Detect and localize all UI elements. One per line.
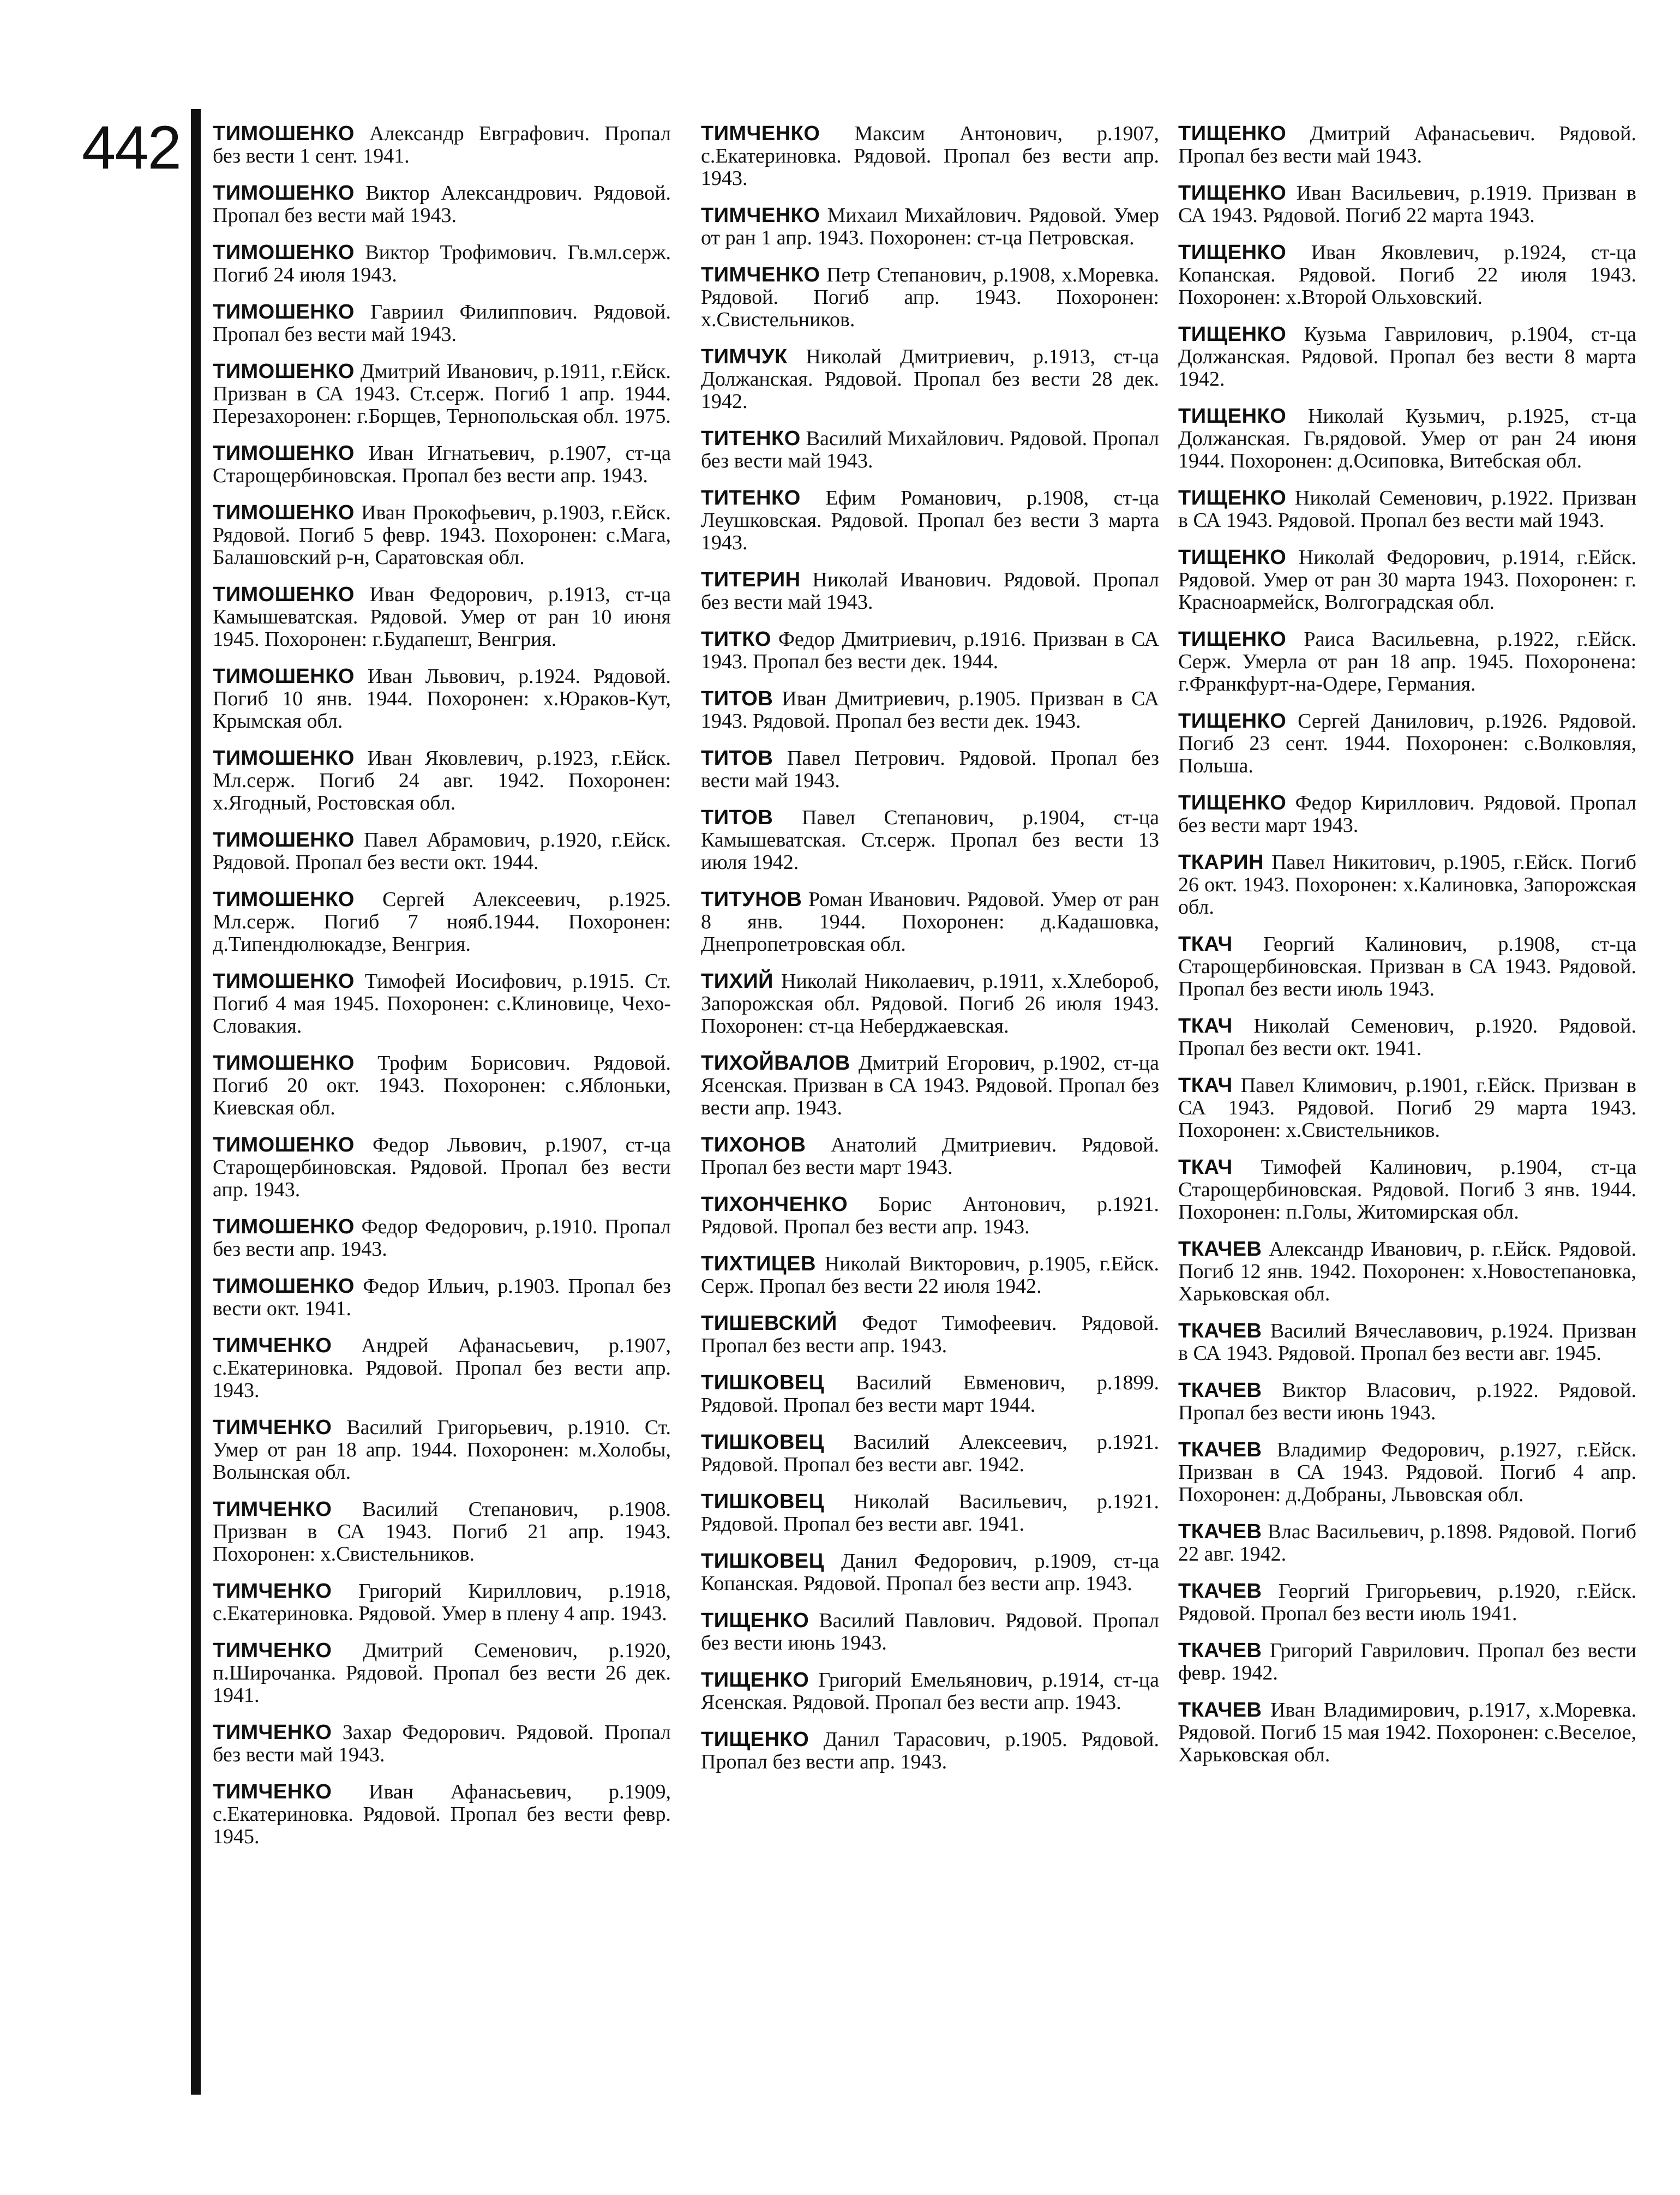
entry-surname: ТИЩЕНКО [1178, 487, 1287, 509]
list-item [1178, 792, 1636, 837]
entry-details: Василий Евменович, р.1899. Рядовой. Пропал без вести март 1944. [701, 1371, 1159, 1417]
column-3 [1178, 123, 1636, 1781]
entry-details: Данил Федорович, р.1909, ст-ца Копанская. Рядовой. Пропал без вести апр. 1943. [701, 1550, 1159, 1595]
list-item [1178, 933, 1636, 1000]
entry-surname: ТИШЕВСКИЙ [701, 1312, 837, 1335]
entry-details: Иван Васильевич, р.1919. Призван в СА 1943. Рядовой. Погиб 22 марта 1943. [1178, 182, 1636, 227]
entry-surname: ТКАЧ [1178, 1015, 1233, 1037]
entry-details: Дмитрий Егорович, р.1902, ст-ца Ясенская. Призван в СА 1943. Рядовой. Пропал без вести апр. 1943. [701, 1052, 1159, 1119]
list-item [213, 502, 671, 569]
list-item [701, 1610, 1159, 1654]
entry-details: Виктор Александрович. Рядовой. Пропал без вести май 1943. [213, 182, 671, 227]
entry-details: Захар Федорович. Рядовой. Пропал без вести май 1943. [213, 1721, 671, 1766]
entry-surname: ТИЩЕНКО [1178, 122, 1287, 145]
entry-surname: ТИЩЕНКО [701, 1609, 809, 1632]
entry-surname: ТИМОШЕНКО [213, 442, 355, 465]
entry-surname: ТКАРИН [1178, 851, 1264, 874]
entry-details: Иван Игнатьевич, р.1907, ст-ца Старощербиновская. Пропал без вести апр. 1943. [213, 442, 671, 487]
entry-surname: ТИТКО [701, 628, 771, 651]
list-item [701, 889, 1159, 956]
entry-surname: ТКАЧЕВ [1178, 1580, 1262, 1603]
list-item [213, 1052, 671, 1119]
list-item [213, 1640, 671, 1707]
list-item [1178, 182, 1636, 227]
list-item [213, 1335, 671, 1402]
entry-surname: ТИТЕНКО [701, 487, 801, 509]
entry-surname: ТИШКОВЕЦ [701, 1490, 825, 1513]
entry-surname: ТИЩЕНКО [1178, 791, 1287, 814]
entry-details: Павел Абрамович, р.1920, г.Ейск. Рядовой. Пропал без вести окт. 1944. [213, 829, 671, 874]
entry-details: Федот Тимофеевич. Рядовой. Пропал без вести апр. 1943. [701, 1312, 1159, 1357]
list-item [701, 428, 1159, 472]
entry-surname: ТИМОШЕНКО [213, 122, 355, 145]
entry-surname: ТКАЧЕВ [1178, 1438, 1262, 1461]
entry-details: Григорий Емельянович, р.1914, ст-ца Ясенская. Рядовой. Пропал без вести апр. 1943. [701, 1669, 1159, 1714]
entry-details: Гавриил Филиппович. Рядовой. Пропал без вести май 1943. [213, 301, 671, 346]
entry-surname: ТИЩЕНКО [1178, 241, 1287, 264]
entry-surname: ТИЩЕНКО [1178, 710, 1287, 733]
list-item [213, 889, 671, 956]
entry-surname: ТИМЧЕНКО [213, 1780, 332, 1803]
entry-details: Павел Климович, р.1901, г.Ейск. Призван в СА 1943. Рядовой. Погиб 29 марта 1943. Похоронен: х.Свистельников. [1178, 1074, 1636, 1142]
entry-surname: ТИМОШЕНКО [213, 182, 355, 205]
list-item [701, 487, 1159, 554]
entry-surname: ТИМЧУК [701, 345, 788, 368]
entry-surname: ТИЩЕНКО [1178, 182, 1287, 205]
entry-surname: ТИМОШЕНКО [213, 301, 355, 323]
entry-details: Раиса Васильевна, р.1922, г.Ейск. Серж. Умерла от ран 18 апр. 1945. Похоронена: г.Франкфурт-на-Одере, Германия. [1178, 628, 1636, 695]
entry-surname: ТИМОШЕНКО [213, 829, 355, 851]
list-item [213, 1216, 671, 1261]
list-item [213, 829, 671, 874]
entry-surname: ТИМЧЕНКО [213, 1721, 332, 1744]
list-item [701, 1372, 1159, 1417]
list-item [213, 665, 671, 733]
list-item [701, 123, 1159, 190]
entry-surname: ТИМОШЕНКО [213, 1052, 355, 1075]
list-item [701, 1253, 1159, 1298]
list-item [213, 301, 671, 346]
entry-surname: ТИМОШЕНКО [213, 970, 355, 993]
entry-details: Данил Тарасович, р.1905. Рядовой. Пропал без вести апр. 1943. [701, 1728, 1159, 1773]
list-item [213, 442, 671, 487]
list-item [1178, 1320, 1636, 1365]
list-item [1178, 710, 1636, 777]
list-item [1178, 1640, 1636, 1684]
entry-surname: ТИМЧЕНКО [213, 1334, 332, 1357]
entry-details: Ефим Романович, р.1908, ст-ца Леушковская. Рядовой. Пропал без вести 3 марта 1943. [701, 487, 1160, 554]
list-item [1178, 1075, 1636, 1142]
entry-surname: ТКАЧЕВ [1178, 1379, 1262, 1402]
entry-details: Борис Антонович, р.1921. Рядовой. Пропал без вести апр. 1943. [701, 1193, 1159, 1238]
entry-surname: ТИМОШЕНКО [213, 241, 355, 264]
entry-details: Василий Павлович. Рядовой. Пропал без вести июнь 1943. [701, 1609, 1159, 1654]
entry-surname: ТКАЧЕВ [1178, 1639, 1262, 1662]
entry-details: Иван Афанасьевич, р.1909, с.Екатериновка. Рядовой. Пропал без вести февр. 1945. [213, 1780, 671, 1848]
entry-surname: ТИХИЙ [701, 970, 773, 993]
entry-surname: ТКАЧЕВ [1178, 1238, 1262, 1261]
entry-surname: ТИМЧЕНКО [213, 1498, 332, 1521]
list-item [701, 688, 1159, 733]
page-number: 442 [82, 113, 181, 182]
entry-details: Георгий Григорьевич, р.1920, г.Ейск. Рядовой. Пропал без вести июль 1941. [1178, 1580, 1637, 1625]
list-item [701, 807, 1159, 874]
entry-details: Владимир Федорович, р.1927, г.Ейск. Призван в СА 1943. Рядовой. Погиб 4 апр. Похоронен: д.Добраны, Львовская обл. [1178, 1438, 1637, 1506]
entry-details: Григорий Кириллович, р.1918, с.Екатериновка. Рядовой. Умер в плену 4 апр. 1943. [213, 1580, 671, 1625]
list-item [213, 1580, 671, 1625]
list-item [213, 242, 671, 286]
entry-details: Дмитрий Иванович, р.1911, г.Ейск. Призван в СА 1943. Ст.серж. Погиб 1 апр. 1944. Перезахоронен: г.Борщев, Тернопольская обл. 1975. [213, 360, 671, 428]
list-item [213, 123, 671, 167]
entry-surname: ТИТУНОВ [701, 888, 802, 911]
margin-rule [191, 109, 201, 2095]
entry-details: Михаил Михайлович. Рядовой. Умер от ран 1 апр. 1943. Похоронен: ст-ца Петровская. [701, 204, 1159, 249]
entry-details: Трофим Борисович. Рядовой. Погиб 20 окт. 1943. Похоронен: с.Яблоньки, Киевская обл. [213, 1052, 671, 1119]
list-item [213, 747, 671, 814]
entry-details: Павел Степанович, р.1904, ст-ца Камышеватская. Ст.серж. Пропал без вести 13 июля 1942. [701, 806, 1160, 874]
entry-details: Николай Семенович, р.1920. Рядовой. Пропал без вести окт. 1941. [1178, 1015, 1637, 1060]
entry-details: Федор Львович, р.1907, ст-ца Старощербиновская. Рядовой. Пропал без вести апр. 1943. [213, 1134, 671, 1201]
list-item [1178, 323, 1636, 391]
entry-details: Иван Яковлевич, р.1923, г.Ейск. Мл.серж. Погиб 24 авг. 1942. Похоронен: х.Ягодный, Ростовская обл. [213, 747, 671, 814]
entry-details: Павел Никитович, р.1905, г.Ейск. Погиб 26 окт. 1943. Похоронен: х.Калиновка, Запорожская обл. [1178, 851, 1637, 919]
entry-surname: ТИТОВ [701, 747, 773, 770]
entry-surname: ТИХТИЦЕВ [701, 1252, 816, 1275]
list-item [701, 1052, 1159, 1119]
entry-details: Федор Кириллович. Рядовой. Пропал без вести март 1943. [1178, 791, 1636, 837]
entry-surname: ТИЩЕНКО [701, 1728, 809, 1751]
list-item [701, 205, 1159, 249]
list-item [1178, 1015, 1636, 1060]
entry-surname: ТИМЧЕНКО [213, 1580, 332, 1603]
entry-details: Тимофей Иосифович, р.1915. Ст. Погиб 4 мая 1945. Похоронен: с.Клиновице, Чехо-Словакия. [213, 970, 671, 1037]
list-item [1178, 628, 1636, 695]
entry-details: Максим Антонович, р.1907, с.Екатериновка. Рядовой. Пропал без вести апр. 1943. [701, 122, 1159, 190]
entry-surname: ТИМЧЕНКО [213, 1416, 332, 1439]
list-item [213, 584, 671, 651]
entry-surname: ТИЩЕНКО [1178, 405, 1287, 428]
entry-details: Федор Федорович, р.1910. Пропал без вести апр. 1943. [213, 1215, 671, 1261]
entry-details: Виктор Власович, р.1922. Рядовой. Пропал без вести июнь 1943. [1178, 1379, 1637, 1424]
list-item [701, 1134, 1159, 1179]
entry-surname: ТИТОВ [701, 687, 773, 710]
list-item [213, 1275, 671, 1320]
list-item [701, 264, 1159, 331]
entry-details: Николай Иванович. Рядовой. Пропал без вести май 1943. [701, 568, 1159, 614]
list-item [213, 1781, 671, 1848]
entry-details: Василий Григорьевич, р.1910. Ст. Умер от ран 18 апр. 1944. Похоронен: м.Холобы, Волынская обл. [213, 1416, 671, 1484]
list-item [1178, 123, 1636, 167]
entry-surname: ТИМОШЕНКО [213, 747, 355, 770]
list-item [701, 970, 1159, 1037]
entry-surname: ТИМОШЕНКО [213, 1275, 355, 1298]
entry-details: Павел Петрович. Рядовой. Пропал без вести май 1943. [701, 747, 1159, 792]
entry-surname: ТИМЧЕНКО [701, 263, 820, 286]
entry-details: Федор Ильич, р.1903. Пропал без вести окт. 1941. [213, 1275, 671, 1320]
entry-surname: ТИЩЕНКО [701, 1669, 809, 1692]
list-item [701, 747, 1159, 792]
entry-surname: ТИХОНОВ [701, 1134, 806, 1156]
entry-details: Василий Вячеславович, р.1924. Призван в СА 1943. Рядовой. Пропал без вести авг. 1945. [1178, 1320, 1637, 1365]
list-item [701, 346, 1159, 413]
entry-details: Сергей Алексеевич, р.1925. Мл.серж. Погиб 7 нояб.1944. Похоронен: д.Типендюлюкадзе, Венгрия. [213, 888, 671, 956]
entry-details: Николай Федорович, р.1914, г.Ейск. Рядовой. Умер от ран 30 марта 1943. Похоронен: г. Красноармейск, Волгоградская обл. [1178, 546, 1636, 614]
list-item [701, 569, 1159, 614]
list-item [701, 1669, 1159, 1714]
entry-surname: ТИМОШЕНКО [213, 1215, 355, 1238]
entry-details: Дмитрий Афанасьевич. Рядовой. Пропал без вести май 1943. [1178, 122, 1637, 167]
entry-details: Тимофей Калинович, р.1904, ст-ца Старощербиновская. Рядовой. Погиб 3 янв. 1944. Похоронен: п.Голы, Житомирская обл. [1178, 1156, 1637, 1224]
entry-details: Иван Прокофьевич, р.1903, г.Ейск. Рядовой. Погиб 5 февр. 1943. Похоронен: с.Мага, Балашовский р-н, Саратовская обл. [213, 501, 671, 569]
entry-surname: ТИМОШЕНКО [213, 360, 355, 383]
entry-details: Николай Дмитриевич, р.1913, ст-ца Должанская. Рядовой. Пропал без вести 28 дек. 1942. [701, 345, 1159, 413]
list-item [1178, 1380, 1636, 1424]
entry-details: Василий Степанович, р.1908. Призван в СА 1943. Погиб 21 апр. 1943. Похоронен: х.Свистельников. [213, 1498, 671, 1566]
list-item [1178, 851, 1636, 919]
entry-surname: ТИЩЕНКО [1178, 546, 1287, 569]
entry-details: Николай Викторович, р.1905, г.Ейск. Серж. Пропал без вести 22 июля 1942. [701, 1252, 1159, 1298]
list-item [213, 1722, 671, 1766]
entry-surname: ТИМОШЕНКО [213, 583, 355, 606]
entry-details: Иван Федорович, р.1913, ст-ца Камышеватская. Рядовой. Умер от ран 10 июня 1945. Похоронен: г.Будапешт, Венгрия. [213, 583, 671, 651]
entry-details: Василий Михайлович. Рядовой. Пропал без вести май 1943. [701, 427, 1160, 472]
entry-details: Роман Иванович. Рядовой. Умер от ран 8 янв. 1944. Похоронен: д.Кадашовка, Днепропетровская обл. [701, 888, 1160, 956]
entry-details: Александр Иванович, р. г.Ейск. Рядовой. Погиб 12 янв. 1942. Похоронен: х.Новостепановка, Харьковская обл. [1178, 1238, 1636, 1305]
entry-surname: ТИЩЕНКО [1178, 323, 1287, 346]
entry-surname: ТКАЧ [1178, 1156, 1233, 1179]
entry-details: Николай Семенович, р.1922. Призван в СА 1943. Рядовой. Пропал без вести май 1943. [1178, 487, 1636, 532]
entry-surname: ТИМЧЕНКО [701, 122, 820, 145]
list-item [701, 628, 1159, 673]
entry-surname: ТИМЧЕНКО [213, 1639, 332, 1662]
entry-surname: ТКАЧЕВ [1178, 1520, 1262, 1543]
entry-details: Андрей Афанасьевич, р.1907, с.Екатериновка. Рядовой. Пропал без вести апр. 1943. [213, 1334, 671, 1402]
entry-surname: ТИМОШЕНКО [213, 1134, 355, 1156]
list-item [1178, 1238, 1636, 1305]
entry-details: Виктор Трофимович. Гв.мл.серж. Погиб 24 июля 1943. [213, 241, 671, 286]
entry-details: Кузьма Гаврилович, р.1904, ст-ца Должанская. Рядовой. Пропал без вести 8 марта 1942. [1178, 323, 1636, 391]
entry-details: Николай Васильевич, р.1921. Рядовой. Пропал без вести авг. 1941. [701, 1490, 1160, 1536]
entry-details: Дмитрий Семенович, р.1920, п.Широчанка. Рядовой. Пропал без вести 26 дек. 1941. [213, 1639, 671, 1707]
entry-details: Николай Николаевич, р.1911, х.Хлебороб, Запорожская обл. Рядовой. Погиб 26 июля 1943. Похоронен: ст-ца Неберджаевская. [701, 970, 1159, 1037]
entry-details: Александр Евграфович. Пропал без вести 1 сент. 1941. [213, 122, 671, 167]
list-item [701, 1431, 1159, 1476]
list-item [1178, 1156, 1636, 1224]
list-item [213, 1134, 671, 1201]
list-item [1178, 1521, 1636, 1566]
entry-details: Федор Дмитриевич, р.1916. Призван в СА 1943. Пропал без вести дек. 1944. [701, 628, 1159, 673]
list-item [701, 1550, 1159, 1595]
column-1 [213, 123, 671, 1863]
entry-surname: ТКАЧЕВ [1178, 1699, 1262, 1722]
column-2 [701, 123, 1159, 1788]
list-item [1178, 242, 1636, 309]
entry-surname: ТИШКОВЕЦ [701, 1431, 825, 1454]
list-item [701, 1491, 1159, 1536]
entry-surname: ТИМОШЕНКО [213, 665, 355, 688]
entry-surname: ТИХОЙВАЛОВ [701, 1052, 850, 1075]
entry-surname: ТИЩЕНКО [1178, 628, 1287, 651]
entry-details: Георгий Калинович, р.1908, ст-ца Старощербиновская. Призван в СА 1943. Рядовой. Пропал без вести июль 1943. [1178, 933, 1636, 1000]
list-item [1178, 1439, 1636, 1506]
entry-surname: ТИШКОВЕЦ [701, 1550, 825, 1573]
entry-surname: ТИТЕНКО [701, 427, 801, 450]
entry-details: Иван Львович, р.1924. Рядовой. Погиб 10 янв. 1944. Похоронен: х.Юраков-Кут, Крымская обл. [213, 665, 671, 733]
list-item [213, 1498, 671, 1566]
entry-details: Григорий Гаврилович. Пропал без вести февр. 1942. [1178, 1639, 1637, 1684]
list-item [1178, 487, 1636, 532]
list-item [1178, 1580, 1636, 1625]
list-item [213, 970, 671, 1037]
entry-surname: ТИМОШЕНКО [213, 888, 355, 911]
entry-details: Сергей Данилович, р.1926. Рядовой. Погиб 23 сент. 1944. Похоронен: с.Волковляя, Польша. [1178, 710, 1637, 777]
entry-surname: ТКАЧ [1178, 933, 1233, 956]
list-item [213, 361, 671, 428]
entry-surname: ТИМЧЕНКО [701, 204, 820, 227]
entry-surname: ТИШКОВЕЦ [701, 1371, 825, 1394]
list-item [1178, 405, 1636, 472]
list-item [1178, 1699, 1636, 1766]
list-item [701, 1312, 1159, 1357]
entry-details: Петр Степанович, р.1908, х.Моревка. Рядовой. Погиб апр. 1943. Похоронен: х.Свистельников. [701, 263, 1159, 331]
entry-surname: ТКАЧЕВ [1178, 1320, 1262, 1342]
entry-details: Василий Алексеевич, р.1921. Рядовой. Пропал без вести авг. 1942. [701, 1431, 1159, 1476]
list-item [701, 1194, 1159, 1238]
entry-surname: ТИТЕРИН [701, 568, 801, 591]
entry-surname: ТИХОНЧЕНКО [701, 1193, 848, 1216]
entry-details: Иван Владимирович, р.1917, х.Моревка. Рядовой. Погиб 15 мая 1942. Похоронен: с.Веселое, Харьковская обл. [1178, 1699, 1636, 1766]
entry-details: Влас Васильевич, р.1898. Рядовой. Погиб 22 авг. 1942. [1178, 1520, 1636, 1566]
entry-details: Иван Дмитриевич, р.1905. Призван в СА 1943. Рядовой. Пропал без вести дек. 1943. [701, 687, 1159, 733]
list-item [213, 1417, 671, 1484]
entry-details: Анатолий Дмитриевич. Рядовой. Пропал без вести март 1943. [701, 1134, 1160, 1179]
entry-details: Иван Яковлевич, р.1924, ст-ца Копанская. Рядовой. Погиб 22 июля 1943. Похоронен: х.Второй Ольховский. [1178, 241, 1636, 309]
entry-surname: ТИТОВ [701, 806, 773, 829]
entry-surname: ТИМОШЕНКО [213, 501, 355, 524]
entry-surname: ТКАЧ [1178, 1074, 1233, 1097]
list-item [213, 182, 671, 227]
list-item [1178, 547, 1636, 614]
list-item [701, 1729, 1159, 1773]
entry-details: Николай Кузьмич, р.1925, ст-ца Должанская. Гв.рядовой. Умер от ран 24 июня 1944. Похоронен: д.Осиповка, Витебская обл. [1178, 405, 1636, 472]
